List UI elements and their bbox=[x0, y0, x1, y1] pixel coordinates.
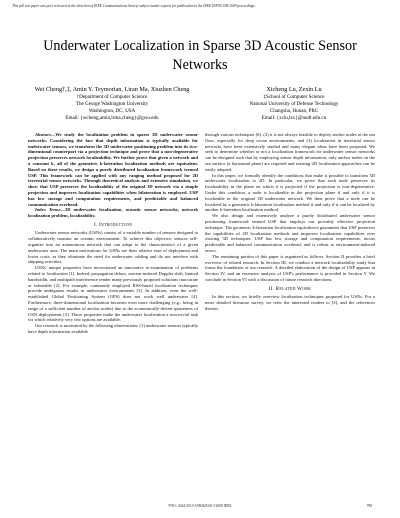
author-email: Email: {wcheng,amin,lrma,cheng}@gwu.edu bbox=[65, 114, 159, 121]
author-names: Wei Cheng†,‡, Amin Y. Teymorian, Liran Ma, Xiuzhen Cheng bbox=[34, 86, 190, 93]
affiliation-line: Changsha, Hunan, PRC bbox=[269, 107, 319, 114]
paper-title: Underwater Localization in Sparse 3D Acoustic Sensor Networks bbox=[43, 38, 357, 73]
author-block-nudt bbox=[206, 86, 382, 122]
body-paragraph: In this paper, we formally identify the conditions that make it possible to transform 3D underwater localization to 2D. In particular, we prove that each node preserves its localizability in the plane on which it is projected if the projection is non-degenerative. Under this condition, a node is localizable in the projection plane if and only if it is localizable in the original 3D underwater network. We then prove that a node can be localized by a geometric k-lateration localization method if and only if it can be localized by another k-lateration localization method. bbox=[205, 172, 375, 213]
index-terms-label: Index Terms bbox=[35, 207, 61, 213]
section-heading-introduction: I. Introduction bbox=[94, 221, 132, 228]
index-terms-text: —3D underwater localization, acoustic sensor networks, network localization problem, localizability. bbox=[28, 207, 198, 219]
footer-copyright: 978-1-4244-3513-5/09/$25.00 ©2009 IEEE bbox=[168, 504, 232, 508]
body-paragraph: Our research is motivated by the following observations: (1) underwater sensors typically have depth information available bbox=[28, 323, 199, 334]
body-paragraph: The remaining portion of this paper is organized as follows. Section II provides a brief overview of related research. In Section III, we conduct a network localizability study that forms the foundation of our research. A detailed elaboration of the design of USP appears in Section IV, and an extensive analysis of USP's performance is provided in Section V. We conclude in Section VI with a discussion of future research directions. bbox=[205, 253, 375, 282]
affiliation-line: †Department of Computer Science bbox=[76, 94, 148, 100]
author-email: Email: {xclu,lzx}@nudt.edu.cn bbox=[261, 114, 327, 121]
right-column bbox=[205, 132, 375, 312]
abstract-label: Abstract bbox=[35, 132, 51, 137]
affiliation-line: National University of Defense Technology bbox=[249, 100, 339, 107]
abstract-text: —We study the localization problem in sparse 3D underwater sensor networks. Considering the fact that depth information is typically available for underwater sensors, we transform the 3D underwater positioning problem into its two-dimensional counterpart via a projection technique and prove that a non-degenerative projection preserves network localizability. We further prove that given a network and a constant k, all of the geometric k-lateration localization methods are equivalent. Based on these results, we design a purely distributed localization framework termed USP. This framework can be applied with any ranging method proposed for 2D terrestrial sensor networks. Through theoretical analysis and extensive simulation, we show that USP preserves the localizability of the original 3D network via a simple projection and improves localization capabilities when bilateration is employed. USP has low storage and computation requirements, and predictable and balanced communication overhead. bbox=[28, 132, 198, 207]
peer-review-note: This full text paper was peer reviewed at the direction of IEEE Communications Society subject matter experts for publication in the IEEE INFOCOM 2009 proceedings. bbox=[12, 4, 256, 8]
body-paragraph: We also design and extensively analyze a purely distributed underwater sensor positioning framework termed USP that employs our provably effective projection technique. The geometric k-lateration localization equivalence guarantees that USP preserves the capabilities of 2D localization methods and improves localization capabilities over existing 3D techniques. USP has low storage and computation requirements, incurs predictable and balanced communication overhead, and is robust to environment-induced errors. bbox=[205, 213, 375, 253]
abstract bbox=[28, 132, 198, 207]
affiliation-line: Washington, DC, USA bbox=[88, 107, 136, 114]
affiliation-line: The George Washington University bbox=[75, 100, 149, 107]
section-heading-related-work: II. Related Work bbox=[268, 285, 312, 292]
body-paragraph: through various techniques [6]. (2) it is not always feasible to deploy anchor nodes at the sea floor, especially for deep ocean environments; and (3) localization in terrestrial sensor networks have been extensively studied and many elegant ideas have been proposed. We seek to determine whether or not a localization framework for underwater sensor networks can be designed such that by employing sensor depth information, only anchor nodes on the sea surface (a horizontal plane) are required and existing 2D localization approaches can be easily adopted. bbox=[205, 132, 375, 172]
page-number: 798 bbox=[366, 504, 372, 508]
left-column bbox=[28, 132, 198, 335]
body-paragraph: Underwater sensor networks (USNs) consist of a variable number of sensors designed to collaboratively monitor an oceanic environment. To achieve this objective, sensors self-organize into an autonomous network that can adapt to the characteristics of a given underwater area. The main motivations for USNs are their relative ease of deployment and lower costs, as they eliminate the need for underwater cabling and do not interfere with shipping activities. bbox=[28, 230, 198, 265]
body-paragraph: USNs' unique properties have necessitated an innovative re-examination of problems related to localization [1]. Indeed, propagation delays, motion-induced Doppler shift, limited bandwidth, and multipath interference render many previously proposed solutions inaccurate or infeasible [2]. For example, commonly employed RSS-based localization techniques provide ambiguous results in underwater environments [3]. In addition, even the well-established Global Positioning System (GPS) does not work well underwater [4]. Furthermore, three-dimensional localization becomes even more challenging (e.g., being in range of a sufficient number of anchor nodes) due to the economically-driven sparseness of USN deployments [3]. These properties make the underwater localization a non-trivial task for which relatively very few options are available. bbox=[28, 265, 198, 323]
index-terms bbox=[28, 207, 198, 219]
author-names: Xicheng Lu, Zexin Lu bbox=[266, 86, 322, 93]
author-block-gwu bbox=[24, 86, 200, 122]
affiliation-line: ‡School of Computer Science bbox=[263, 94, 325, 100]
body-paragraph: In this section, we briefly overview localization techniques proposed for USNs. For a more detailed literature survey, we refer the interested readers to [3], and the references therein. bbox=[205, 294, 375, 311]
